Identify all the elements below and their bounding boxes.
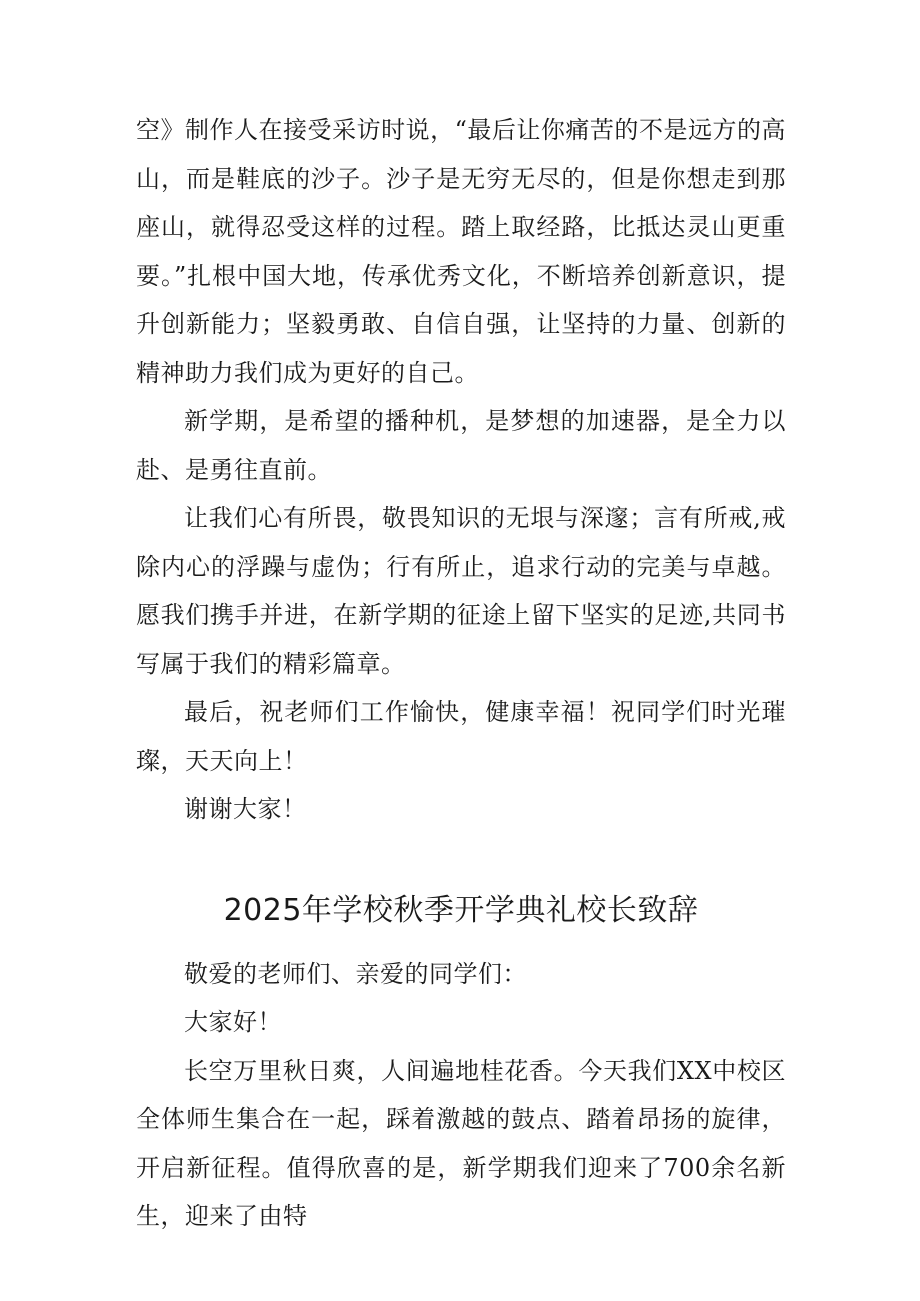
paragraph-continuation: 空》制作人在接受采访时说，“最后让你痛苦的不是远方的高山，而是鞋底的沙子。沙子是无穷无尽的，但是你想走到那座山，就得忍受这样的过程。踏上取经路，比抵达灵山更重要。”扎根中国大地，传承优秀文化，不断培养创新意识，提升创新能力；坚毅勇敢、自信自强，让坚持的力量、创新的精神助力我们成为更好的自己。 [136, 116, 786, 387]
document-body [136, 106, 786, 1241]
paragraph-greeting: 大家好！ [184, 1008, 282, 1036]
paragraph-salutation: 敬爱的老师们、亲爱的同学们： [184, 959, 527, 988]
paragraph-wishes: 最后，祝老师们工作愉快，健康幸福！祝同学们时光璀璨，天天向上！ [136, 698, 786, 775]
paragraph-thanks: 谢谢大家！ [184, 795, 307, 823]
paragraph-reverence: 让我们心有所畏，敬畏知识的无垠与深邃；言有所戒,戒除内心的浮躁与虚伪；行有所止，追求行动的完美与卓越。愿我们携手并进，在新学期的征途上留下坚实的足迹,共同书写属于我们的精彩篇章。 [136, 504, 786, 678]
speech-title: 2025年学校秋季开学典礼校长致辞 [223, 892, 699, 928]
paragraph-new-semester: 新学期，是希望的播种机，是梦想的加速器，是全力以赴、是勇往直前。 [136, 407, 786, 484]
paragraph-opening: 长空万里秋日爽，人间遍地桂花香。今天我们XX中校区全体师生集合在一起，踩着激越的鼓点、踏着昂扬的旋律，开启新征程。值得欣喜的是，新学期我们迎来了700余名新生，迎来了由特 [136, 1056, 786, 1230]
